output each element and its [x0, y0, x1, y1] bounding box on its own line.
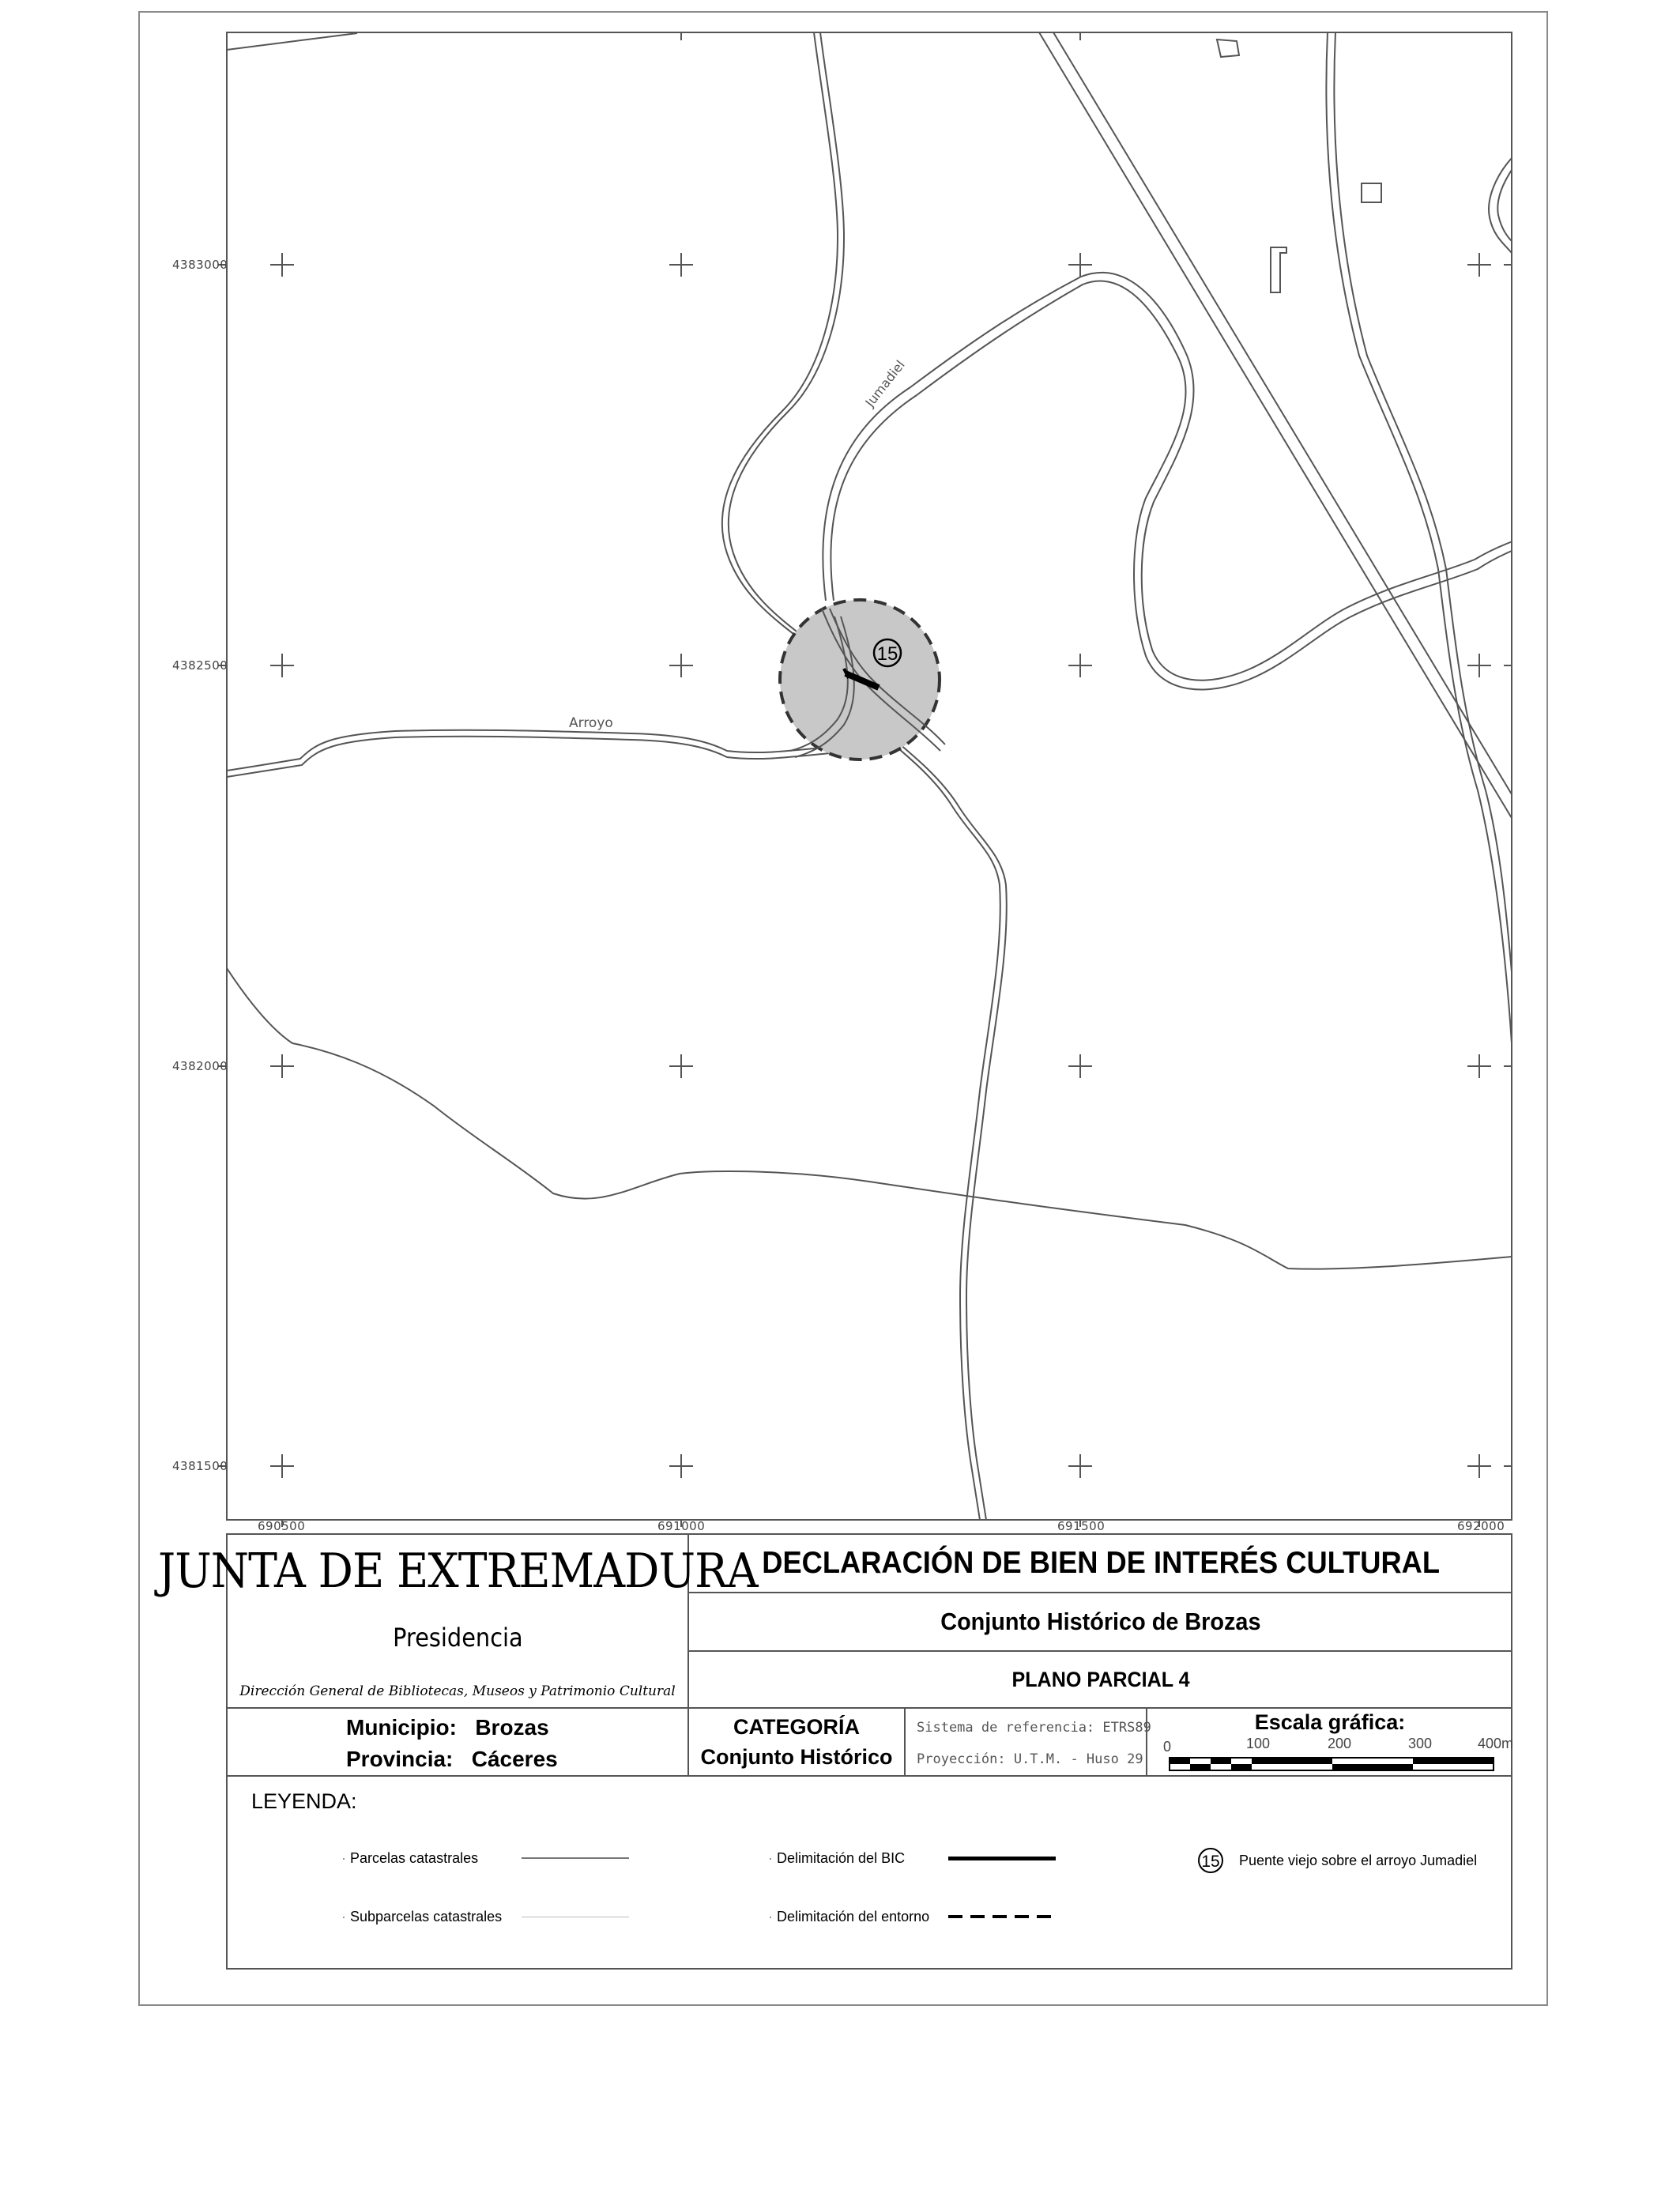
tick-x-691000: 691000: [657, 1519, 706, 1533]
legend-parcelas: · Parcelas catastrales: [341, 1850, 479, 1866]
org-directorate: Dirección General de Bibliotecas, Museos y Patrimonio Cultural: [239, 1683, 676, 1699]
provincia-label: Provincia:: [346, 1747, 454, 1771]
tick-y-4382000: 4382000: [172, 1059, 228, 1073]
scale-tick-400m: 400m: [1478, 1736, 1514, 1751]
legend-bic: · Delimitación del BIC: [768, 1850, 906, 1866]
marker-15-label: 15: [876, 643, 898, 665]
legend-bic-line: [948, 1857, 1056, 1860]
org-department: Presidencia: [392, 1623, 523, 1653]
svg-text:15: 15: [1201, 1853, 1220, 1871]
title-block: [157, 1533, 1514, 1970]
municipio-value: Brozas: [475, 1715, 549, 1740]
municipio-label: Municipio:: [346, 1715, 457, 1740]
categoria-label: CATEGORÍA: [733, 1715, 860, 1739]
map-frame: [226, 32, 1512, 1521]
scale-tick-300: 300: [1408, 1736, 1433, 1751]
escala-label: Escala gráfica:: [1254, 1710, 1406, 1734]
legend-entorno-line: [948, 1913, 1059, 1921]
legend-parcelas-line: [522, 1857, 629, 1859]
provincia-value: Cáceres: [471, 1747, 558, 1771]
site-name: Conjunto Histórico de Brozas: [940, 1608, 1261, 1635]
scale-tick-200: 200: [1328, 1736, 1352, 1751]
tick-y-4381500: 4381500: [172, 1459, 228, 1473]
scale-tick-100: 100: [1246, 1736, 1271, 1751]
sistema-referencia: Sistema de referencia: ETRS89: [917, 1720, 1151, 1736]
tick-y-4382500: 4382500: [172, 658, 228, 673]
label-arroyo: Arroyo: [569, 715, 613, 731]
legend-entorno: · Delimitación del entorno: [768, 1909, 930, 1924]
legend-subparcelas: · Subparcelas catastrales: [341, 1909, 503, 1924]
legend-marker-15: [1196, 1846, 1225, 1875]
tick-x-691500: 691500: [1057, 1519, 1106, 1533]
label-jumadiel: Jumadiel: [862, 357, 908, 410]
proyeccion: Proyección: U.T.M. - Huso 29: [917, 1751, 1143, 1767]
legend-heading: LEYENDA:: [251, 1789, 357, 1813]
plan-name: PLANO PARCIAL 4: [1011, 1667, 1190, 1691]
tick-x-692000: 692000: [1457, 1519, 1505, 1533]
declaration-title: DECLARACIÓN DE BIEN DE INTERÉS CULTURAL: [762, 1546, 1440, 1580]
scale-tick-0: 0: [1163, 1739, 1172, 1755]
tick-x-690500: 690500: [258, 1519, 306, 1533]
scale-bar: [1147, 1709, 1512, 1775]
categoria-value: Conjunto Histórico: [700, 1745, 893, 1769]
tick-y-4383000: 4383000: [172, 258, 228, 272]
legend-puente: Puente viejo sobre el arroyo Jumadiel: [1239, 1853, 1478, 1868]
org-name: JUNTA DE EXTREMADURA: [157, 1544, 758, 1599]
